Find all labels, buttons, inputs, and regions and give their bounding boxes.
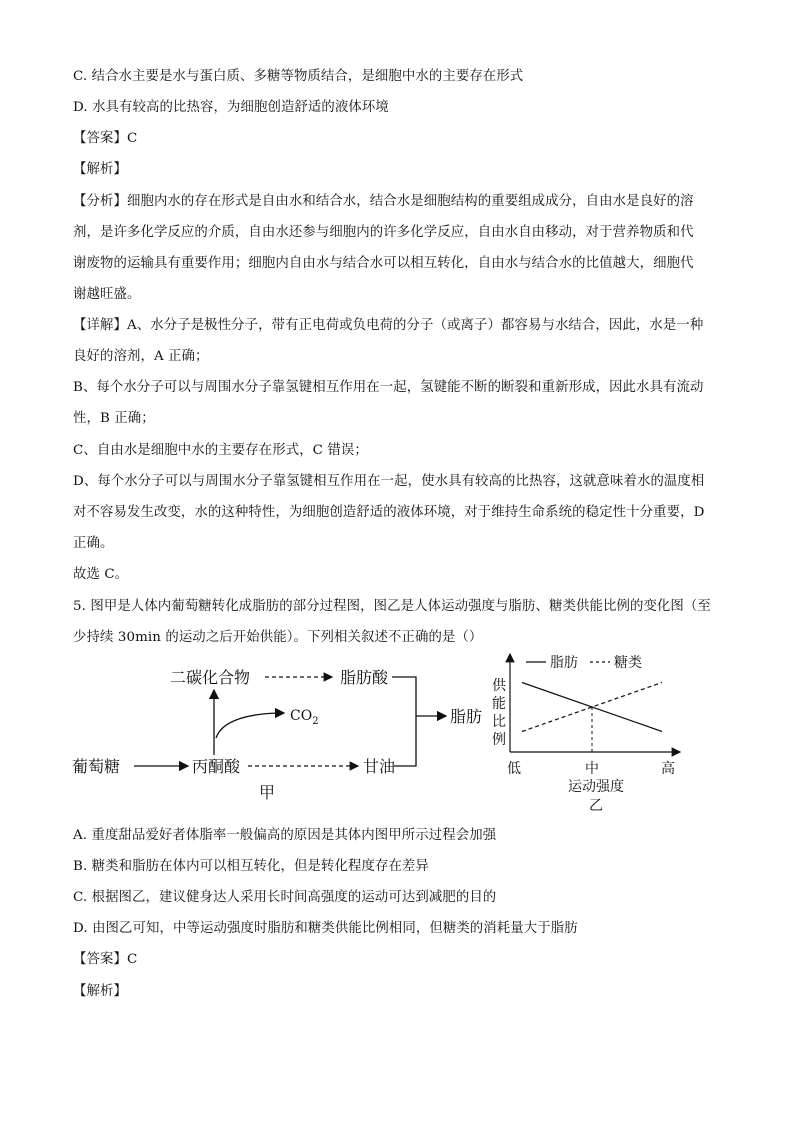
detail-line-2: 良好的溶剂，A 正确； xyxy=(73,349,209,364)
detail-line-8: 正确。 xyxy=(73,536,114,551)
detail-line-3: B、每个水分子可以与周围水分子靠氢键相互作用在一起，氢键能不断的断裂和重新形成，因此水具有流动 xyxy=(73,380,704,395)
chart-yi xyxy=(492,654,680,814)
analysis-line-3: 谢废物的运输具有重要作用；细胞内自由水与结合水可以相互转化，自由水与结合水的比值越大，细胞代 xyxy=(73,256,694,271)
choice-conclusion: 故选 C。 xyxy=(73,567,129,582)
node-co2: $CO_2$ xyxy=(290,708,319,727)
diagram-jia xyxy=(72,668,482,802)
analysis-line-2: 剂，是许多化学反应的介质，自由水还参与细胞内的许多化学反应，自由水自由移动，对于营养物质和代 xyxy=(73,225,694,240)
x-tick-low: 低 xyxy=(507,761,521,777)
arrow-to-co2 xyxy=(216,713,284,738)
bracket-to-fat xyxy=(392,677,416,766)
x-axis-label: 运动强度 xyxy=(568,779,624,795)
y-label-char-2: 能 xyxy=(492,696,506,712)
answer-label-q5: 【答案】C xyxy=(73,952,138,967)
option-b-text: B. 糖类和脂肪在体内可以相互转化，但是转化程度存在差异 xyxy=(73,859,429,874)
node-fat: 脂肪 xyxy=(450,707,483,726)
diagram-caption-jia: 甲 xyxy=(259,783,276,802)
detail-line-1: 【详解】A、水分子是极性分子，带有正电荷或负电荷的分子（或离子）都容易与水结合，因此，水是一种 xyxy=(73,318,704,333)
node-pyruvate: 丙酮酸 xyxy=(192,757,241,776)
node-glycerol: 甘油 xyxy=(363,757,396,776)
x-tick-mid: 中 xyxy=(585,761,599,777)
legend-fat-label: 脂肪 xyxy=(550,655,578,671)
chart-caption-yi: 乙 xyxy=(589,798,603,814)
node-fatty-acid: 脂肪酸 xyxy=(340,668,389,687)
y-label-char-4: 例 xyxy=(492,732,506,748)
figure-jia-yi xyxy=(72,650,700,820)
answer-label: 【答案】C xyxy=(73,131,138,146)
detail-line-7: 对不容易发生改变，水的这种特性，为细胞创造舒适的液体环境，对于维持生命系统的稳定性十分重要，D xyxy=(73,505,705,520)
question-5-line-1: 5. 图甲是人体内葡萄糖转化成脂肪的部分过程图，图乙是人体运动强度与脂肪、糖类供能比例的变化图（至 xyxy=(73,599,711,614)
y-label-char-1: 供 xyxy=(492,678,506,694)
detail-line-4: 性，B 正确； xyxy=(73,411,155,426)
option-d-text-q5: D. 由图乙可知，中等运动强度时脂肪和糖类供能比例相同，但糖类的消耗量大于脂肪 xyxy=(73,921,578,936)
option-a-text: A. 重度甜品爱好者体脂率一般偏高的原因是其体内图甲所示过程会加强 xyxy=(73,828,497,843)
analysis-heading: 【解析】 xyxy=(73,162,127,177)
analysis-line-1: 【分析】细胞内水的存在形式是自由水和结合水，结合水是细胞结构的重要组成成分，自由水是良好的溶 xyxy=(73,194,694,209)
y-label-char-3: 比 xyxy=(492,714,506,730)
detail-line-5: C、自由水是细胞中水的主要存在形式，C 错误； xyxy=(73,443,368,458)
option-c-text: C. 结合水主要是水与蛋白质、多糖等物质结合，是细胞中水的主要存在形式 xyxy=(73,69,524,84)
node-two-carbon-compound: 二碳化合物 xyxy=(170,668,251,687)
detail-line-6: D、每个水分子可以与周围水分子靠氢键相互作用在一起，使水具有较高的比热容，这就意味着水的温度相 xyxy=(73,474,705,489)
node-glucose: 葡萄糖 xyxy=(72,757,121,776)
option-d-text: D. 水具有较高的比热容，为细胞创造舒适的液体环境 xyxy=(73,100,389,115)
x-tick-high: 高 xyxy=(661,761,675,777)
legend-sugar-label: 糖类 xyxy=(614,655,642,671)
analysis-heading-q5: 【解析】 xyxy=(73,984,127,999)
analysis-line-4: 谢越旺盛。 xyxy=(73,287,141,302)
question-5-line-2: 少持续 30min 的运动之后开始供能）。下列相关叙述不正确的是（） xyxy=(73,630,483,645)
option-c-text-q5: C. 根据图乙，建议健身达人采用长时间高强度的运动可达到减肥的目的 xyxy=(73,890,497,905)
